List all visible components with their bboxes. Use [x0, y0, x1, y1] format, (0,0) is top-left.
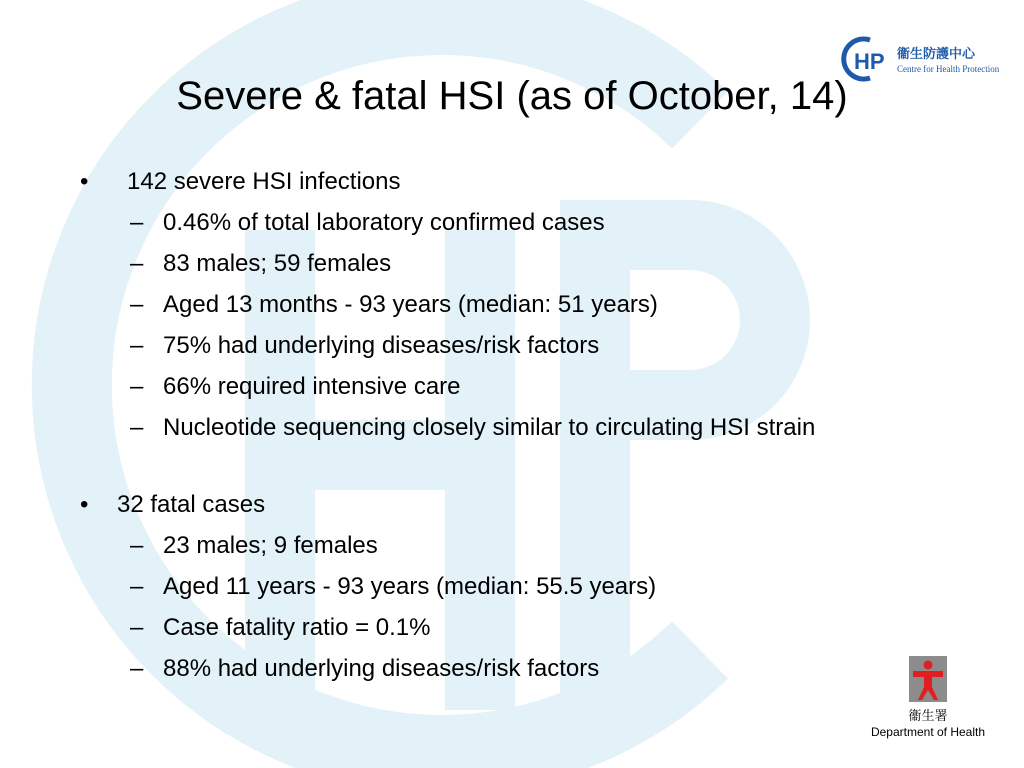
- dash-marker: –: [130, 532, 144, 559]
- dash-marker: –: [130, 614, 144, 641]
- sub-item: 83 males; 59 females: [163, 250, 392, 277]
- dash-marker: –: [130, 573, 144, 600]
- dash-marker: –: [130, 332, 144, 359]
- sub-item: 66% required intensive care: [163, 373, 461, 400]
- sub-item: 88% had underlying diseases/risk factors: [163, 655, 600, 682]
- doh-chinese-name: 衞生署: [908, 709, 948, 724]
- chp-english-name: Centre for Health Protection: [897, 64, 1000, 74]
- sub-item: Aged 13 months - 93 years (median: 51 years): [163, 291, 658, 318]
- svg-text:HP: HP: [854, 49, 885, 74]
- dash-marker: –: [130, 373, 144, 400]
- bullet-marker: •: [80, 491, 89, 518]
- slide-title: Severe & fatal HSI (as of October, 14): [176, 74, 848, 118]
- sub-item: Nucleotide sequencing closely similar to circulating HSI strain: [163, 414, 816, 441]
- bullet-fatal-cases: 32 fatal cases: [117, 491, 266, 518]
- dash-marker: –: [130, 250, 144, 277]
- sub-item: 0.46% of total laboratory confirmed cases: [163, 209, 605, 236]
- dash-marker: –: [130, 414, 144, 441]
- sub-item: 23 males; 9 females: [163, 532, 378, 559]
- sub-item: Aged 11 years - 93 years (median: 55.5 years): [163, 573, 657, 600]
- chp-chinese-name: 衞生防護中心: [897, 47, 976, 62]
- bullet-marker: •: [80, 168, 89, 195]
- bullet-severe-infections: 142 severe HSI infections: [127, 168, 401, 195]
- dash-marker: –: [130, 209, 144, 236]
- dash-marker: –: [130, 291, 144, 318]
- doh-english-name: Department of Health: [870, 725, 986, 739]
- dash-marker: –: [130, 655, 144, 682]
- sub-item: 75% had underlying diseases/risk factors: [163, 332, 600, 359]
- sub-item: Case fatality ratio = 0.1%: [163, 614, 431, 641]
